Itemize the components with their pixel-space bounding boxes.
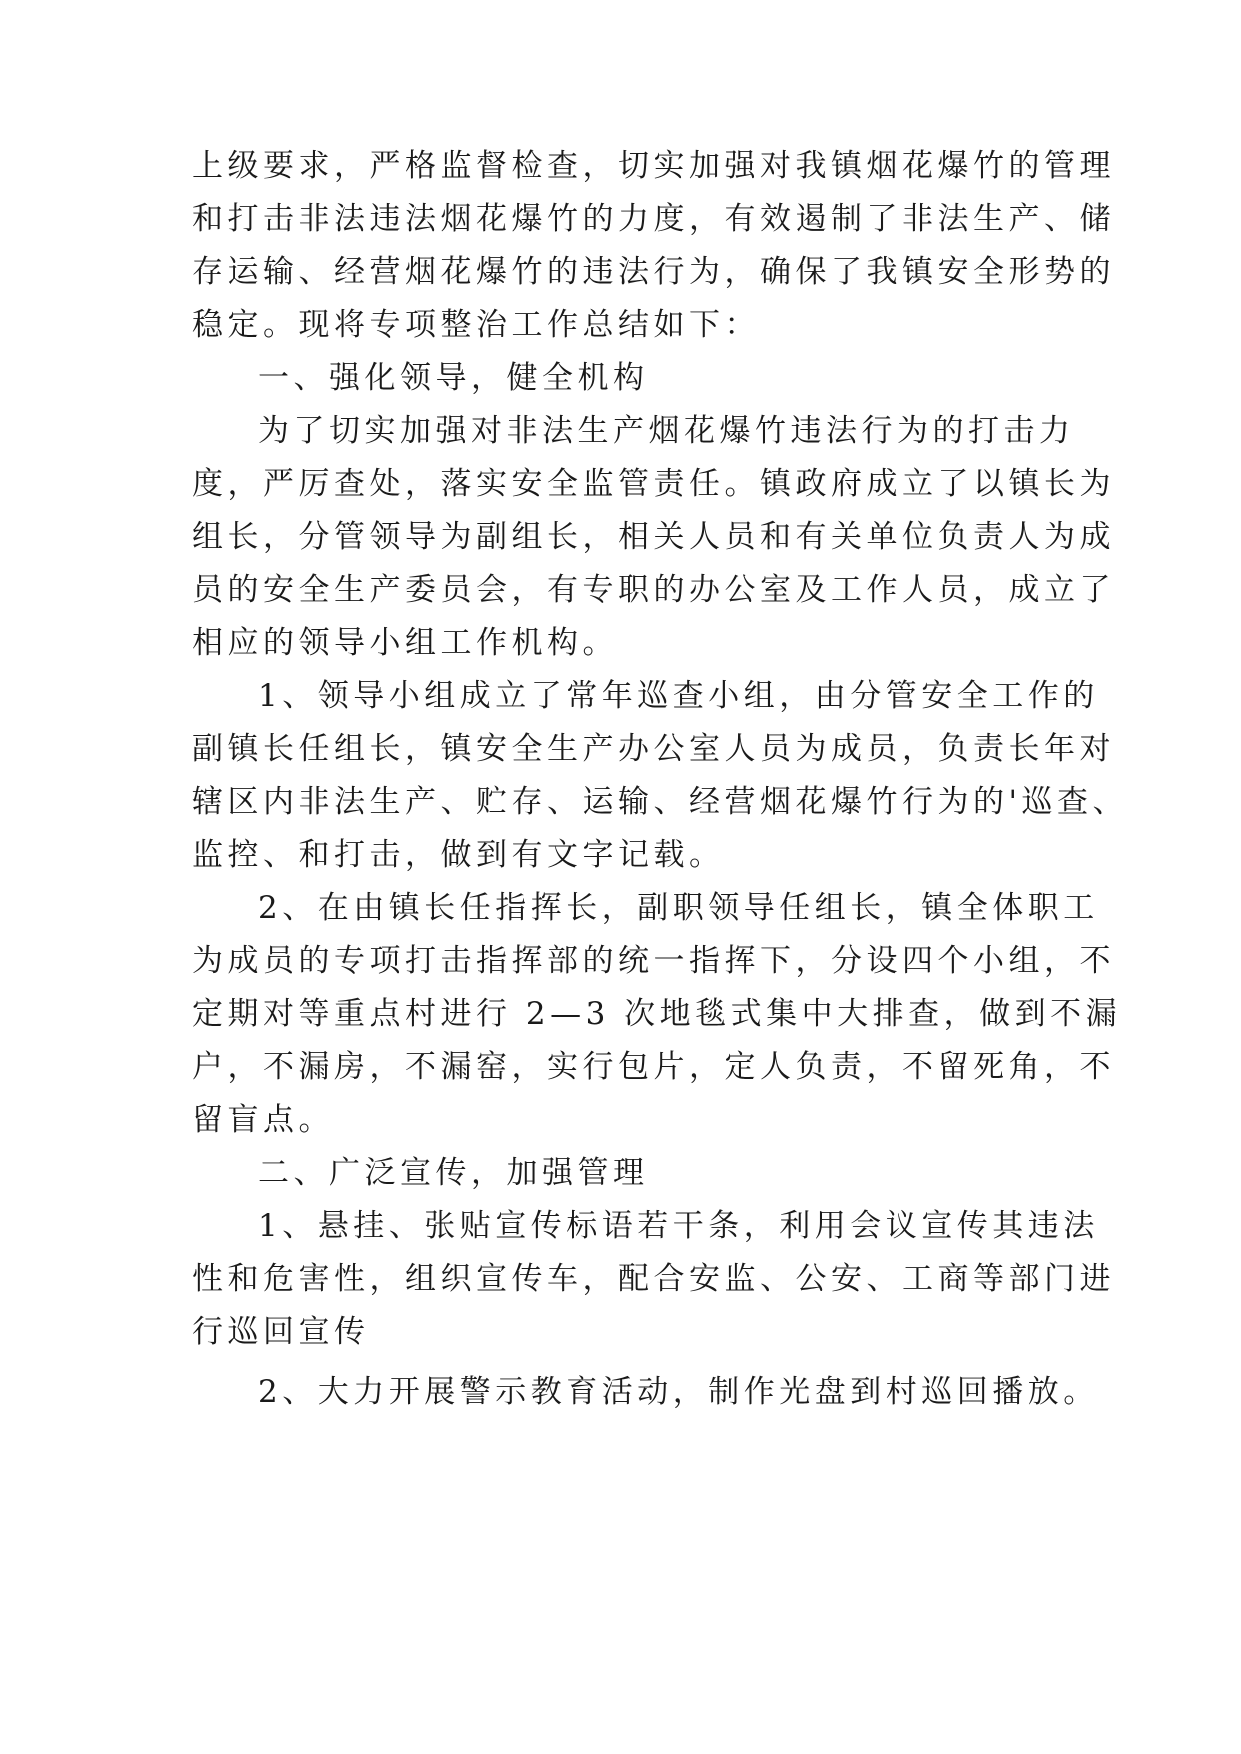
body-text-line: 性和危害性，组织宣传车，配合安监、公安、工商等部门进 bbox=[192, 1261, 1115, 1297]
section-heading: 一、强化领导，健全机构 bbox=[258, 360, 649, 396]
list-item-first-line: 2、在由镇长任指挥长，副职领导任组长，镇全体职工 bbox=[258, 890, 1099, 926]
body-text-line: 相应的领导小组工作机构。 bbox=[192, 625, 618, 661]
paragraph-first-line: 为了切实加强对非法生产烟花爆竹违法行为的打击力 bbox=[258, 413, 1075, 449]
body-text-line: 定期对等重点村进行 2—3 次地毯式集中大排查，做到不漏 bbox=[192, 996, 1122, 1032]
list-item-first-line: 2、大力开展警示教育活动，制作光盘到村巡回播放。 bbox=[258, 1374, 1099, 1410]
body-text-line: 组长，分管领导为副组长，相关人员和有关单位负责人为成 bbox=[192, 519, 1115, 555]
body-text-line: 监控、和打击，做到有文字记载。 bbox=[192, 837, 725, 873]
body-text-line: 存运输、经营烟花爆竹的违法行为，确保了我镇安全形势的 bbox=[192, 254, 1115, 290]
body-text-line: 为成员的专项打击指挥部的统一指挥下，分设四个小组，不 bbox=[192, 943, 1115, 979]
list-item-first-line: 1、悬挂、张贴宣传标语若干条，利用会议宣传其违法 bbox=[258, 1208, 1099, 1244]
list-item-first-line: 1、领导小组成立了常年巡查小组，由分管安全工作的 bbox=[258, 678, 1099, 714]
body-text-line: 和打击非法违法烟花爆竹的力度，有效遏制了非法生产、储 bbox=[192, 201, 1115, 237]
body-text-line: 稳定。现将专项整治工作总结如下： bbox=[192, 307, 760, 343]
body-text-line: 上级要求，严格监督检查，切实加强对我镇烟花爆竹的管理 bbox=[192, 148, 1115, 184]
body-text-line: 留盲点。 bbox=[192, 1102, 334, 1138]
body-text-line: 户，不漏房，不漏窑，实行包片，定人负责，不留死角，不 bbox=[192, 1049, 1115, 1085]
section-heading: 二、广泛宣传，加强管理 bbox=[258, 1155, 649, 1191]
body-text-line: 辖区内非法生产、贮存、运输、经营烟花爆竹行为的'巡查、 bbox=[192, 784, 1129, 820]
body-text-line: 员的安全生产委员会，有专职的办公室及工作人员，成立了 bbox=[192, 572, 1115, 608]
body-text-line: 度，严厉查处，落实安全监管责任。镇政府成立了以镇长为 bbox=[192, 466, 1115, 502]
body-text-line: 副镇长任组长，镇安全生产办公室人员为成员，负责长年对 bbox=[192, 731, 1115, 767]
body-text-line: 行巡回宣传 bbox=[192, 1314, 370, 1350]
